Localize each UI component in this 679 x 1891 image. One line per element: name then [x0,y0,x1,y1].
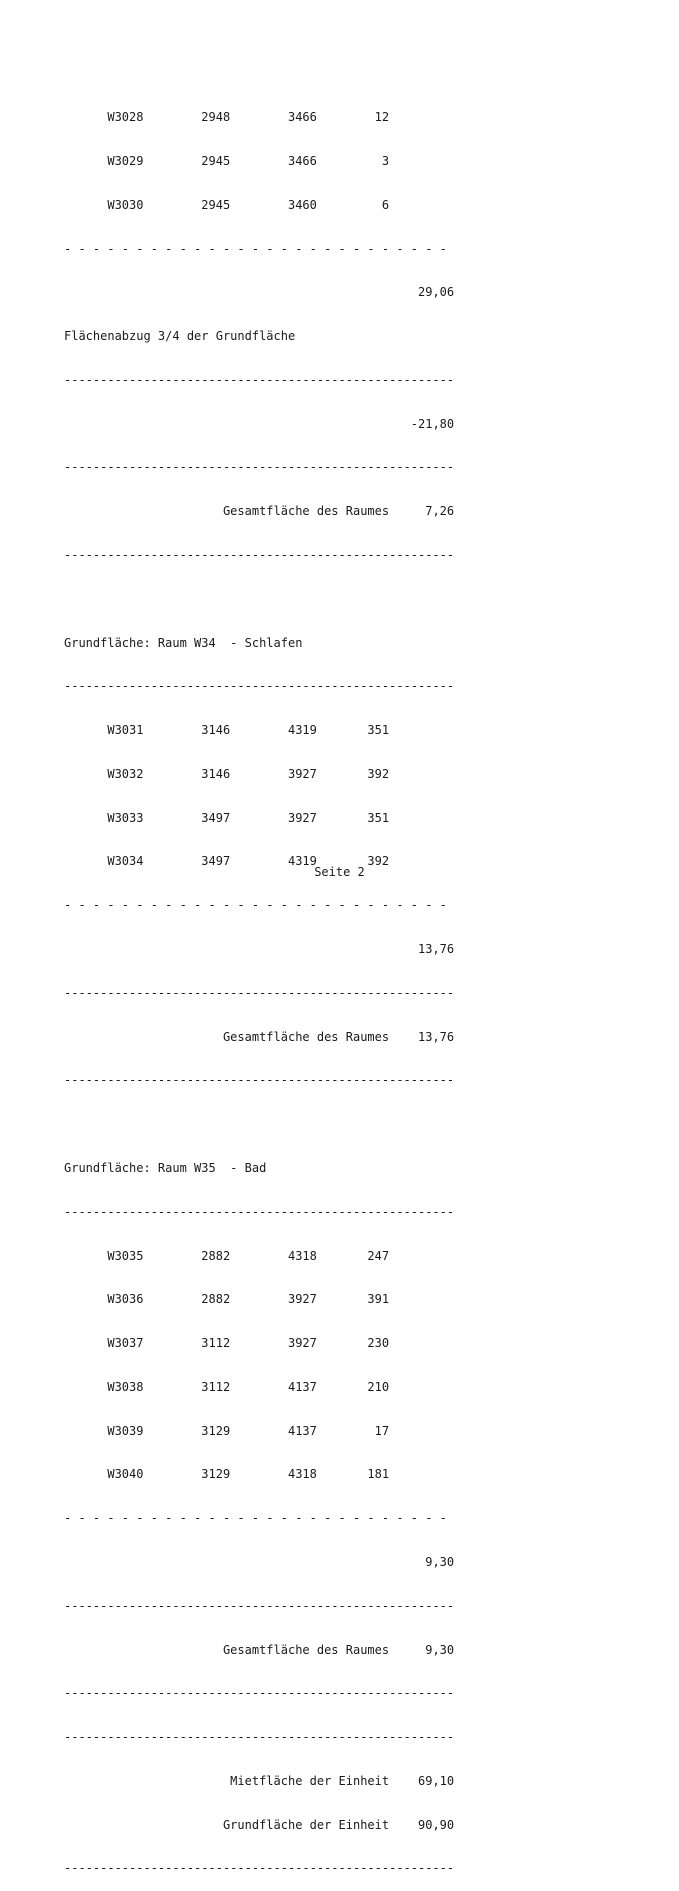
separator-line: ------------------------------------------------------ [64,1204,455,1219]
section-heading-w34: Grundfläche: Raum W34 - Schlafen [64,635,303,650]
blank-line [64,1117,454,1132]
table-row: W3035 2882 4318 247 [64,1248,390,1263]
separator-line: ------------------------------------------------------ [64,1598,455,1613]
table-row: W3029 2945 3466 3 [64,153,390,168]
page-number: Seite 2 [314,865,365,879]
dashed-separator: - - - - - - - - - - - - - - - - - - - - - - - - - - - [64,1511,447,1526]
table-row: W3032 3146 3927 392 [64,766,390,781]
table-row: W3030 2945 3460 6 [64,197,390,212]
separator-line: ------------------------------------------------------ [64,1861,455,1876]
separator-line: ------------------------------------------------------ [64,1730,455,1745]
rental-area-total: Mietfläche der Einheit 69,10 [64,1773,455,1788]
table-row: W3031 3146 4319 351 [64,723,390,738]
table-row: W3040 3129 4318 181 [64,1467,390,1482]
blank-line [64,592,454,607]
dashed-separator: - - - - - - - - - - - - - - - - - - - - - - - - - - - [64,241,447,256]
floor-area-total: Grundfläche der Einheit 90,90 [64,1817,455,1832]
deduction-value: -21,80 [64,416,455,431]
separator-line: ------------------------------------------------------ [64,372,455,387]
table-row: W3028 2948 3466 12 [64,110,390,125]
table-row: W3037 3112 3927 230 [64,1336,390,1351]
document-body [64,81,454,1891]
subtotal-line: 9,30 [64,1554,455,1569]
separator-line: ------------------------------------------------------ [64,460,455,475]
separator-line: ------------------------------------------------------ [64,679,455,694]
subtotal-line: 13,76 [64,942,455,957]
subtotal-line: 29,06 [64,285,455,300]
table-row: W3033 3497 3927 351 [64,810,390,825]
room-total-line: Gesamtfläche des Raumes 13,76 [64,1029,455,1044]
table-row: W3036 2882 3927 391 [64,1292,390,1307]
room-total-line: Gesamtfläche des Raumes 9,30 [64,1642,455,1657]
separator-line: ------------------------------------------------------ [64,985,455,1000]
separator-line: ------------------------------------------------------ [64,1073,455,1088]
room-total-line: Gesamtfläche des Raumes 7,26 [64,504,455,519]
dashed-separator: - - - - - - - - - - - - - - - - - - - - - - - - - - - [64,898,447,913]
table-row: W3034 3497 4319 392 [64,854,390,869]
section-heading-w35: Grundfläche: Raum W35 - Bad [64,1160,267,1175]
table-row: W3038 3112 4137 210 [64,1379,390,1394]
separator-line: ------------------------------------------------------ [64,1686,455,1701]
separator-line: ------------------------------------------------------ [64,548,455,562]
table-row: W3039 3129 4137 17 [64,1423,390,1438]
deduction-heading: Flächenabzug 3/4 der Grundfläche [64,329,296,344]
